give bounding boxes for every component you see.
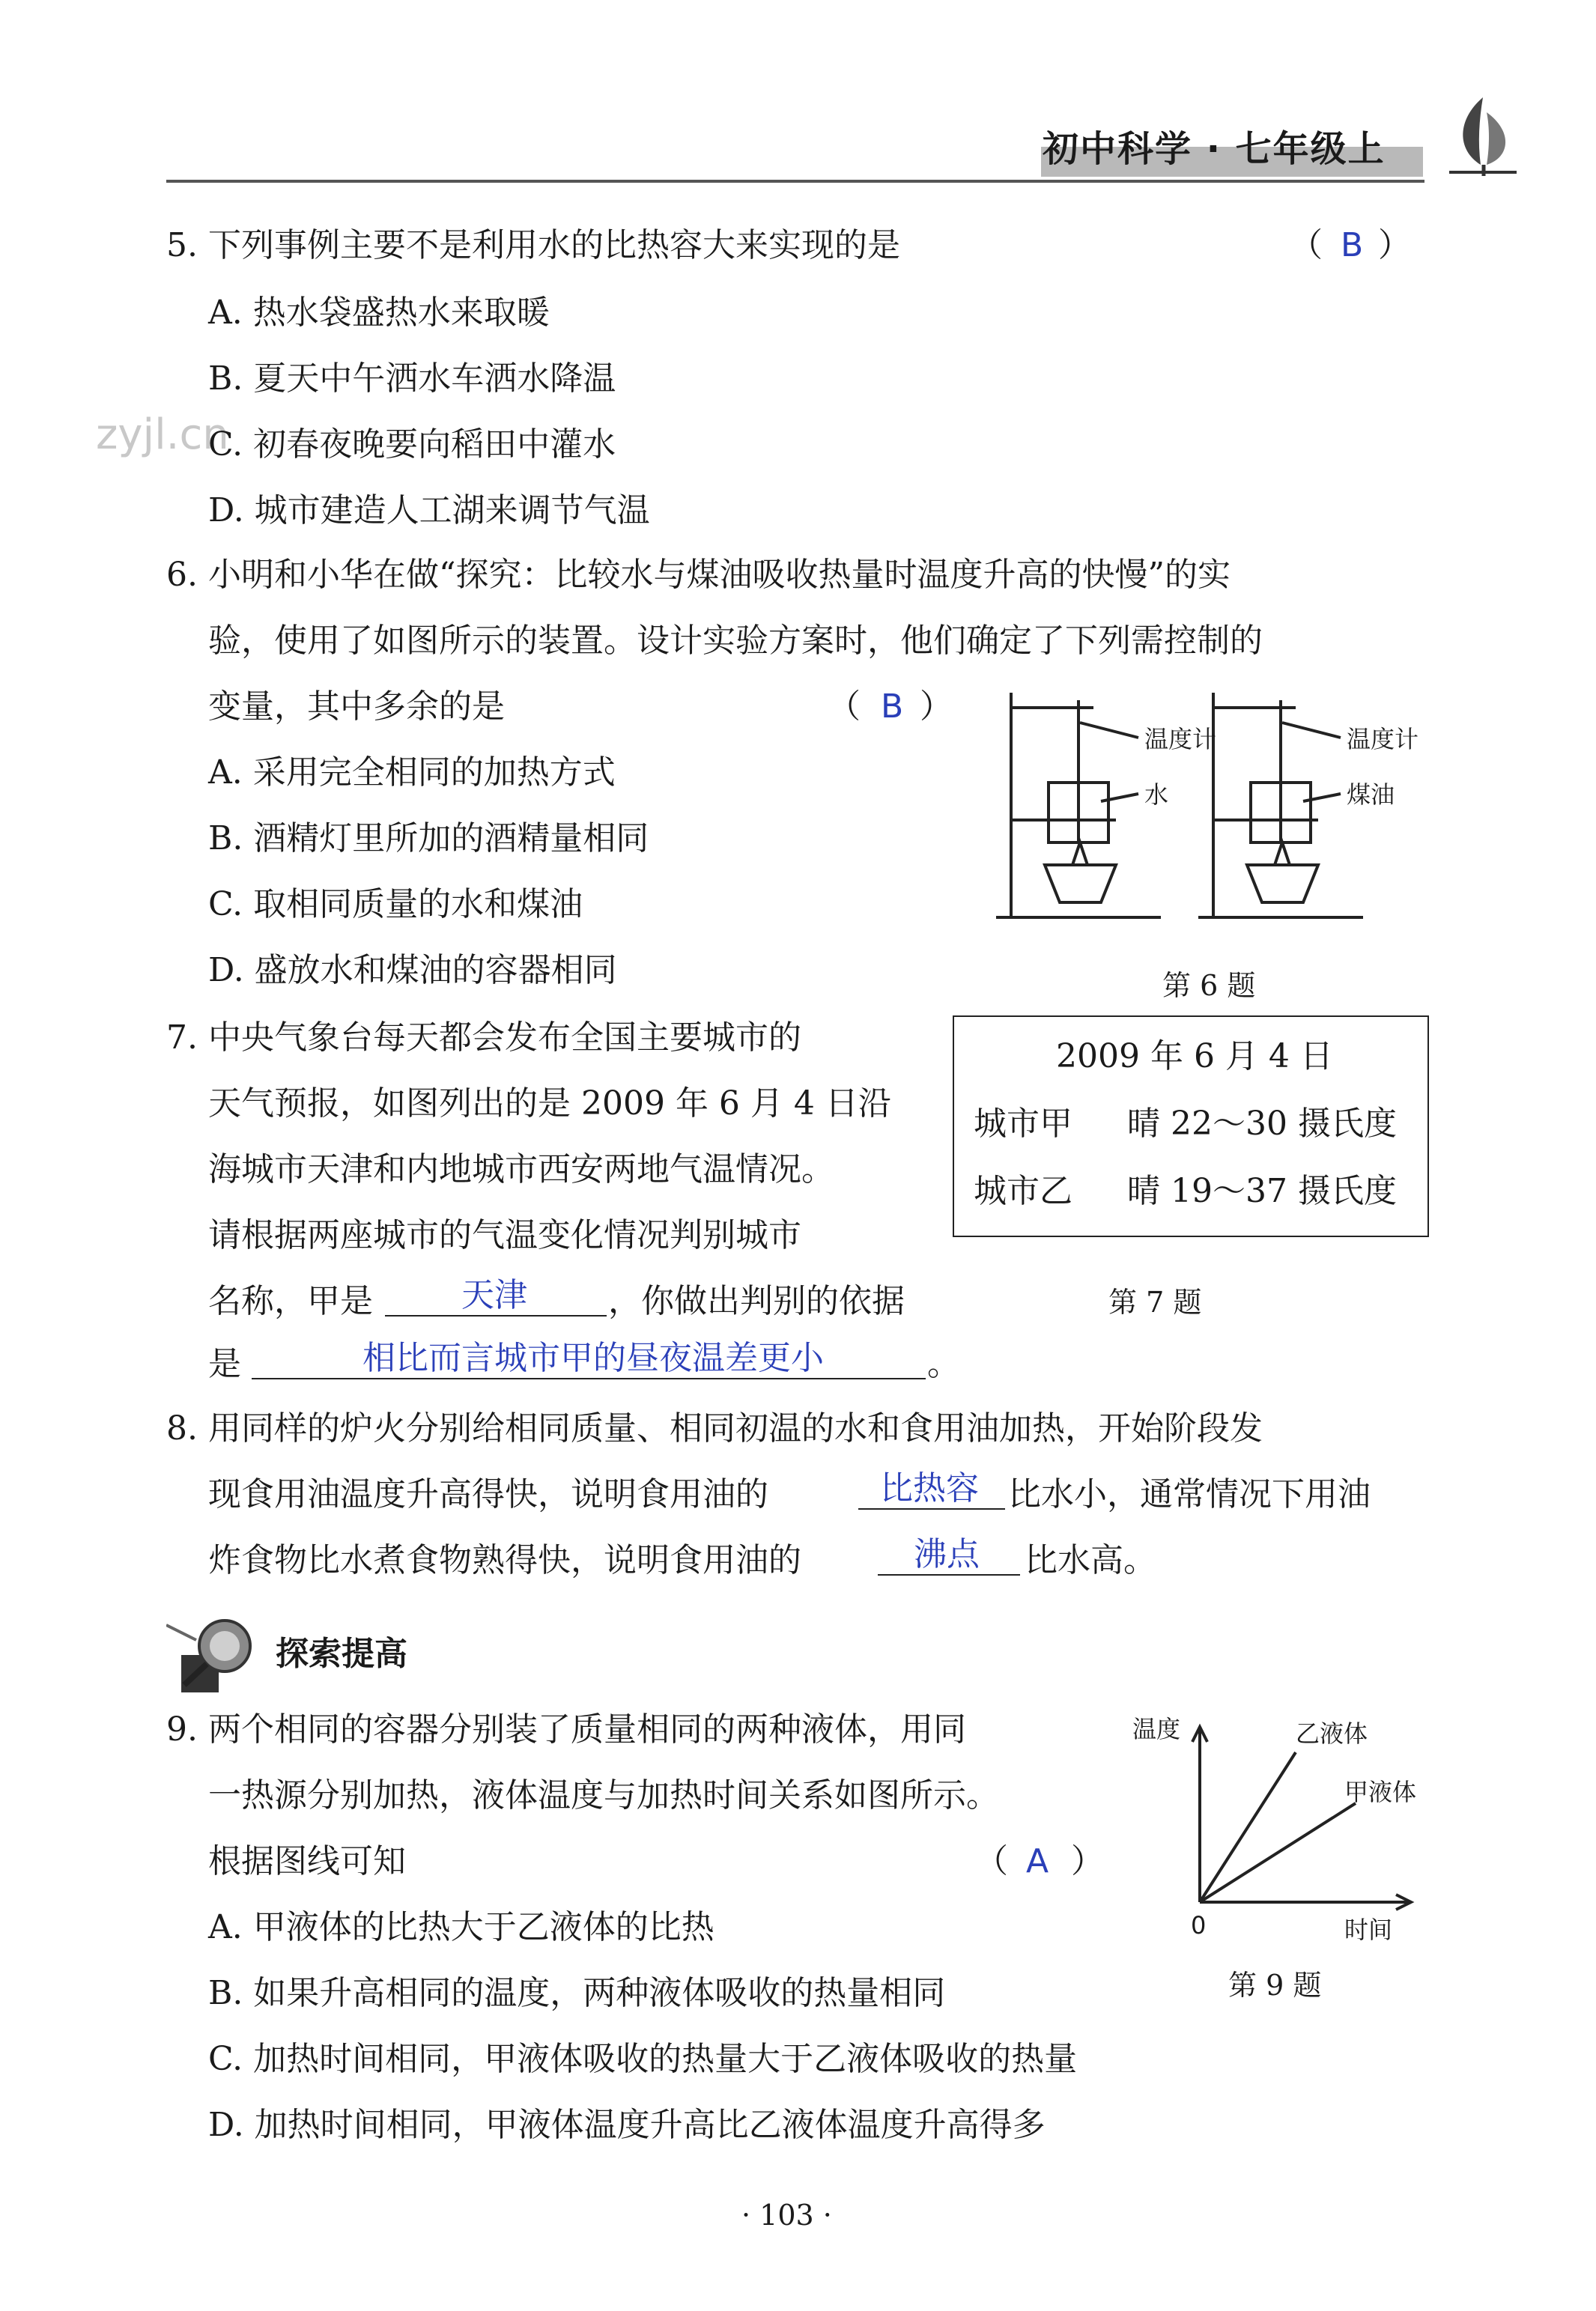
- q6-stem-line-1: 6. 小明和小华在做“探究：比较水与煤油吸收热量时温度升高的快慢”的实: [166, 556, 1231, 594]
- q8-blank-2: [878, 1574, 1020, 1576]
- q5-paren-open: （: [1290, 226, 1323, 264]
- q6-answer: B: [881, 687, 904, 726]
- q7-table-row2-weather: 晴 19～37 摄氏度: [1127, 1172, 1397, 1210]
- section-title: 探索提高: [276, 1635, 407, 1673]
- q6-stem-line-2: 验，使用了如图所示的装置。设计实验方案时，他们确定了下列需控制的: [208, 622, 1263, 660]
- q9-ylabel: 温度: [1132, 1715, 1181, 1743]
- q5-option-c: C. 初春夜晚要向稻田中灌水: [208, 425, 616, 464]
- q7-fill-prefix-2: 是: [208, 1345, 241, 1383]
- q5-option-b: B. 夏天中午洒水车洒水降温: [208, 359, 616, 398]
- series-yi-line: [1200, 1752, 1296, 1902]
- q6-label-water: 水: [1144, 780, 1169, 809]
- q6-paren-close: ）: [920, 687, 953, 726]
- q7-line-2: 天气预报，如图列出的是 2009 年 6 月 4 日沿: [208, 1084, 891, 1123]
- magnifier-globe-icon: [166, 1610, 271, 1700]
- q5-paren-close: ）: [1378, 226, 1411, 264]
- header-rule: [166, 180, 1424, 183]
- q7-fill-prefix: 名称，甲是: [208, 1282, 373, 1320]
- q8-line-2-prefix: 现食用油温度升高得快，说明食用油的: [208, 1475, 768, 1513]
- q6-option-c: C. 取相同质量的水和煤油: [208, 885, 583, 923]
- q7-fill-mid: ，你做出判别的依据: [608, 1282, 905, 1320]
- q9-series-label-jia: 甲液体: [1344, 1778, 1417, 1806]
- q9-answer: A: [1026, 1842, 1049, 1880]
- q9-option-a: A. 甲液体的比热大于乙液体的比热: [208, 1908, 714, 1946]
- q6-option-d: D. 盛放水和煤油的容器相同: [208, 951, 617, 989]
- q6-caption: 第 6 题: [1162, 969, 1256, 1002]
- q7-caption: 第 7 题: [1108, 1286, 1202, 1319]
- q6-option-a: A. 采用完全相同的加热方式: [208, 753, 616, 792]
- leaf-logo-icon: [1442, 90, 1524, 180]
- q7-table-row2-city: 城市乙: [974, 1172, 1072, 1210]
- q7-blank-1: [385, 1315, 607, 1317]
- q5-answer: B: [1341, 226, 1364, 264]
- q6-paren-open: （: [828, 687, 861, 726]
- q6-label-thermometer-2: 温度计: [1347, 725, 1419, 753]
- q9-option-b: B. 如果升高相同的温度，两种液体吸收的热量相同: [208, 1974, 946, 2012]
- q7-line-3: 海城市天津和内地城市西安两地气温情况。: [208, 1150, 834, 1188]
- q9-paren-open: （: [975, 1842, 1008, 1880]
- q8-line-2-suffix: 比水小，通常情况下用油: [1008, 1475, 1371, 1513]
- q6-label-kerosene: 煤油: [1347, 780, 1395, 809]
- q9-line-2: 一热源分别加热，液体温度与加热时间关系如图所示。: [208, 1776, 999, 1815]
- q7-table-row1-city: 城市甲: [974, 1105, 1072, 1143]
- q8-line-1: 8. 用同样的炉火分别给相同质量、相同初温的水和食用油加热，开始阶段发: [166, 1409, 1263, 1448]
- q7-answer-2: 相比而言城市甲的昼夜温差更小: [362, 1339, 824, 1377]
- q9-option-d: D. 加热时间相同，甲液体温度升高比乙液体温度升高得多: [208, 2106, 1046, 2144]
- q8-answer-2: 沸点: [914, 1535, 980, 1573]
- q9-paren-close: ）: [1071, 1842, 1104, 1880]
- q8-answer-1: 比热容: [880, 1469, 979, 1507]
- q7-line-1: 7. 中央气象台每天都会发布全国主要城市的: [166, 1018, 801, 1057]
- page-number: · 103 ·: [741, 2199, 832, 2232]
- q7-line-4: 请根据两座城市的气温变化情况判别城市: [208, 1216, 801, 1254]
- q9-xlabel: 时间: [1344, 1916, 1393, 1944]
- q7-table-date: 2009 年 6 月 4 日: [1056, 1037, 1333, 1075]
- header-title: 初中科学 · 七年级上: [1043, 128, 1386, 170]
- q9-line-3: 根据图线可知: [208, 1842, 406, 1880]
- q9-series-label-yi: 乙液体: [1296, 1719, 1368, 1748]
- series-jia-line: [1200, 1803, 1356, 1902]
- q6-label-thermometer-1: 温度计: [1144, 725, 1217, 753]
- q5-option-d: D. 城市建造人工湖来调节气温: [208, 491, 650, 529]
- q8-line-3-suffix: 比水高。: [1025, 1541, 1156, 1579]
- q6-stem-line-3: 变量，其中多余的是: [208, 687, 505, 726]
- q7-table-row1-weather: 晴 22～30 摄氏度: [1127, 1105, 1397, 1143]
- q7-answer-1: 天津: [461, 1276, 527, 1314]
- q8-blank-1: [858, 1508, 1005, 1510]
- watermark: zyjl.cn: [96, 410, 229, 459]
- q8-line-3-prefix: 炸食物比水煮食物熟得快，说明食用油的: [208, 1541, 801, 1579]
- q6-option-b: B. 酒精灯里所加的酒精量相同: [208, 819, 649, 857]
- q9-line-1: 9. 两个相同的容器分别装了质量相同的两种液体，用同: [166, 1710, 966, 1749]
- q5-option-a: A. 热水袋盛热水来取暖: [208, 294, 550, 332]
- q7-fill-end: 。: [927, 1345, 960, 1383]
- q9-caption: 第 9 题: [1228, 1969, 1322, 2002]
- q7-blank-2: [252, 1378, 926, 1379]
- q5-stem: 5. 下列事例主要不是利用水的比热容大来实现的是: [166, 226, 900, 264]
- q9-option-c: C. 加热时间相同，甲液体吸收的热量大于乙液体吸收的热量: [208, 2040, 1078, 2078]
- q9-origin: 0: [1191, 1911, 1207, 1940]
